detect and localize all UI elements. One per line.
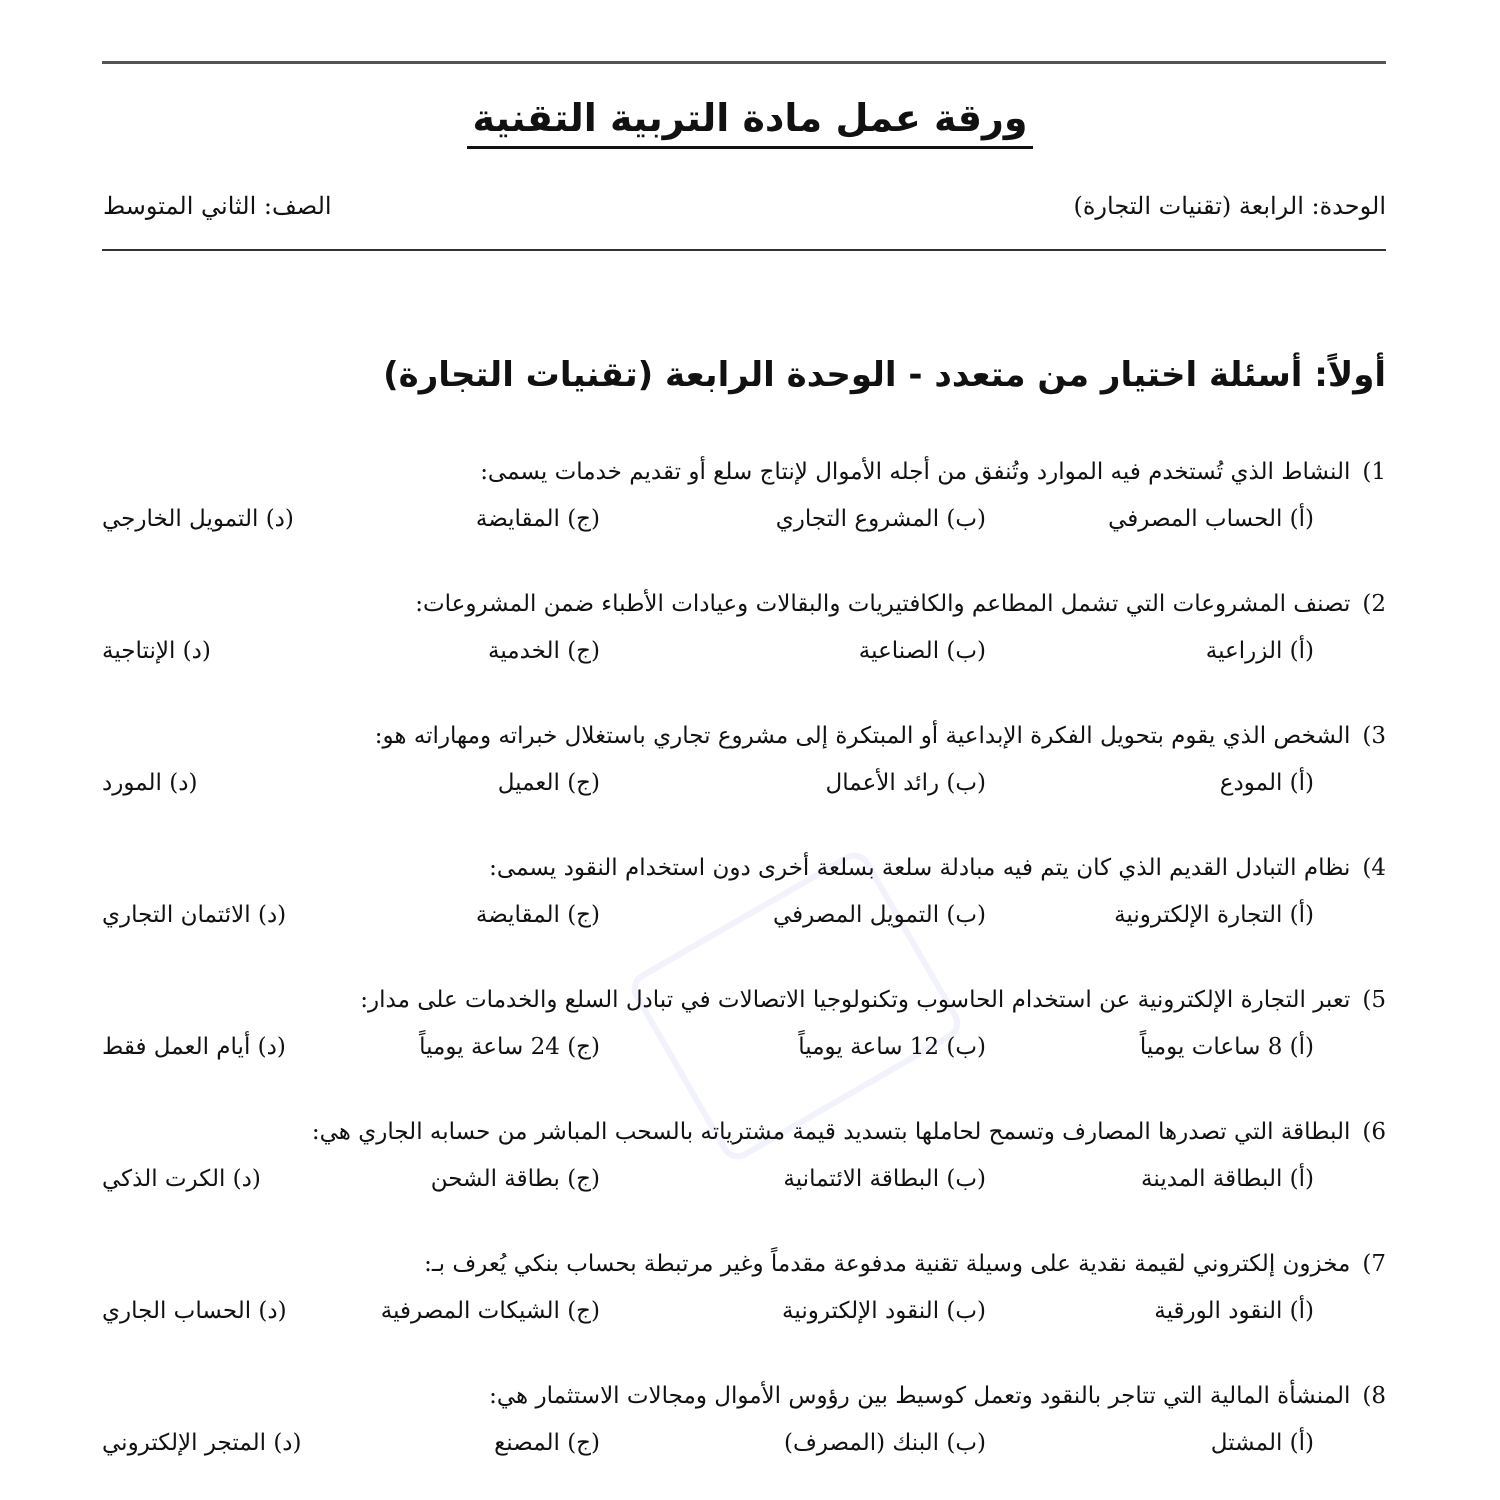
option-d[interactable]: (د) أيام العمل فقط: [102, 1034, 286, 1060]
question-text: [102, 980, 1386, 1020]
answer-options: [102, 902, 1386, 946]
question-text: [102, 1244, 1386, 1284]
unit-label: الوحدة: الرابعة (تقنيات التجارة): [1073, 192, 1386, 220]
option-d[interactable]: (د) الحساب الجاري: [102, 1298, 287, 1324]
header-divider: [102, 249, 1386, 251]
option-b[interactable]: (ب) النقود الإلكترونية: [782, 1298, 986, 1324]
answer-options: [102, 506, 1386, 550]
option-a[interactable]: (أ) 8 ساعات يومياً: [1139, 1034, 1314, 1060]
question-stem: النشاط الذي تُستخدم فيه الموارد وتُنفق من أجله الأموال لإنتاج سلع أو تقديم خدمات يسمى:: [480, 459, 1351, 485]
option-a[interactable]: (أ) المودع: [1219, 770, 1314, 796]
answer-options: [102, 638, 1386, 682]
question-stem: مخزون إلكتروني لقيمة نقدية على وسيلة تقنية مدفوعة مقدماً وغير مرتبطة بحساب بنكي يُعرف بـ:: [424, 1251, 1351, 1277]
option-d[interactable]: (د) الكرت الذكي: [102, 1166, 261, 1192]
worksheet-title: ورقة عمل مادة التربية التقنية: [467, 96, 1034, 149]
option-c[interactable]: (ج) المقايضة: [475, 902, 600, 928]
option-d[interactable]: (د) الائتمان التجاري: [102, 902, 287, 928]
option-d[interactable]: (د) المورد: [102, 770, 198, 796]
top-divider: [102, 61, 1386, 64]
option-d[interactable]: (د) التمويل الخارجي: [102, 506, 294, 532]
option-c[interactable]: (ج) الخدمية: [487, 638, 600, 664]
option-b[interactable]: (ب) 12 ساعة يومياً: [798, 1034, 986, 1060]
worksheet-title-wrapper: [0, 96, 1500, 149]
answer-options: [102, 1166, 1386, 1210]
option-a[interactable]: (أ) الحساب المصرفي: [1108, 506, 1314, 532]
question-text: [102, 716, 1386, 756]
option-c[interactable]: (ج) العميل: [497, 770, 600, 796]
answer-options: [102, 770, 1386, 814]
question-number: 4): [1362, 855, 1386, 881]
option-b[interactable]: (ب) المشروع التجاري: [775, 506, 986, 532]
question-stem: نظام التبادل القديم الذي كان يتم فيه مبادلة سلعة بسلعة أخرى دون استخدام النقود يسمى:: [489, 855, 1351, 881]
question-stem: تصنف المشروعات التي تشمل المطاعم والكافتيريات والبقالات وعيادات الأطباء ضمن المشروعات:: [415, 591, 1351, 617]
answer-options: [102, 1298, 1386, 1342]
grade-label: الصف: الثاني المتوسط: [103, 192, 332, 220]
option-d[interactable]: (د) المتجر الإلكتروني: [102, 1430, 302, 1456]
question-number: 6): [1362, 1119, 1386, 1145]
option-d[interactable]: (د) الإنتاجية: [102, 638, 211, 664]
question-text: [102, 452, 1386, 492]
question-8: [102, 1376, 1386, 1500]
section-heading: أولاً: أسئلة اختيار من متعدد - الوحدة الرابعة (تقنيات التجارة): [383, 355, 1386, 395]
option-b[interactable]: (ب) رائد الأعمال: [825, 770, 986, 796]
option-b[interactable]: (ب) البطاقة الائتمانية: [783, 1166, 986, 1192]
question-4: [102, 848, 1386, 980]
option-b[interactable]: (ب) الصناعية: [858, 638, 986, 664]
option-c[interactable]: (ج) المصنع: [494, 1430, 600, 1456]
question-text: [102, 1376, 1386, 1416]
question-number: 2): [1362, 591, 1386, 617]
option-a[interactable]: (أ) المشتل: [1210, 1430, 1314, 1456]
option-c[interactable]: (ج) بطاقة الشحن: [430, 1166, 600, 1192]
option-c[interactable]: (ج) الشيكات المصرفية: [380, 1298, 600, 1324]
question-number: 8): [1362, 1383, 1386, 1409]
question-stem: المنشأة المالية التي تتاجر بالنقود وتعمل كوسيط بين رؤوس الأموال ومجالات الاستثمار هي:: [489, 1383, 1351, 1409]
question-6: [102, 1112, 1386, 1244]
option-b[interactable]: (ب) البنك (المصرف): [783, 1430, 986, 1456]
question-text: [102, 1112, 1386, 1152]
question-7: [102, 1244, 1386, 1376]
question-text: [102, 584, 1386, 624]
answer-options: [102, 1034, 1386, 1078]
question-1: [102, 452, 1386, 584]
question-list: [102, 452, 1386, 1500]
question-stem: تعبر التجارة الإلكترونية عن استخدام الحاسوب وتكنولوجيا الاتصالات في تبادل السلع والخدمات على مدار:: [360, 987, 1351, 1013]
option-a[interactable]: (أ) البطاقة المدينة: [1141, 1166, 1314, 1192]
option-a[interactable]: (أ) التجارة الإلكترونية: [1114, 902, 1314, 928]
question-stem: البطاقة التي تصدرها المصارف وتسمح لحاملها بتسديد قيمة مشترياته بالسحب المباشر من حسابه الجاري هي:: [311, 1119, 1351, 1145]
answer-options: [102, 1430, 1386, 1474]
question-5: [102, 980, 1386, 1112]
question-3: [102, 716, 1386, 848]
question-number: 3): [1362, 723, 1386, 749]
question-2: [102, 584, 1386, 716]
option-a[interactable]: (أ) النقود الورقية: [1154, 1298, 1314, 1324]
option-b[interactable]: (ب) التمويل المصرفي: [772, 902, 986, 928]
question-number: 7): [1362, 1251, 1386, 1277]
question-number: 5): [1362, 987, 1386, 1013]
option-c[interactable]: (ج) 24 ساعة يومياً: [419, 1034, 600, 1060]
question-text: [102, 848, 1386, 888]
option-c[interactable]: (ج) المقايضة: [475, 506, 600, 532]
question-number: 1): [1362, 459, 1386, 485]
option-a[interactable]: (أ) الزراعية: [1205, 638, 1314, 664]
question-stem: الشخص الذي يقوم بتحويل الفكرة الإبداعية أو المبتكرة إلى مشروع تجاري باستغلال خبراته ومهاراته هو:: [374, 723, 1351, 749]
